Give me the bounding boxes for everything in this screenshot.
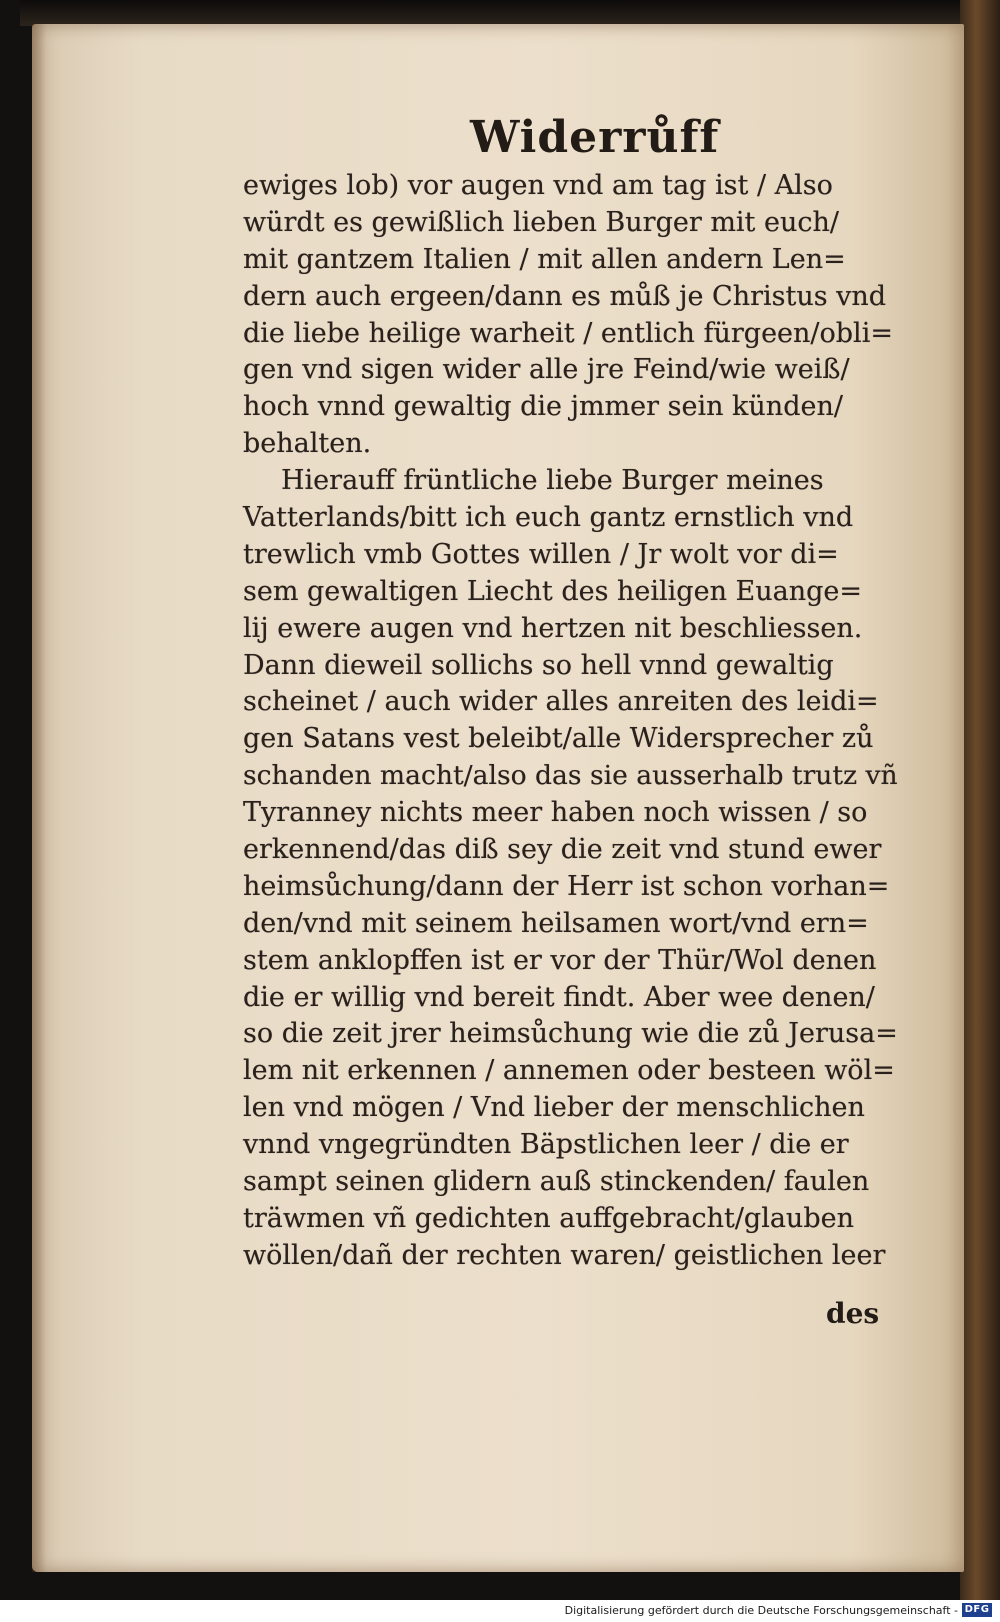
text-line: den/vnd mit seinem heilsamen wort/vnd ern= xyxy=(243,907,869,939)
body-text xyxy=(243,168,898,1275)
book-top-edge xyxy=(20,0,970,26)
text-line: stem anklopffen ist er vor der Thür/Wol denen xyxy=(243,944,877,976)
text-line: würdt es gewißlich lieben Burger mit euch/ xyxy=(243,206,839,238)
text-line: ewiges lob) vor augen vnd am tag ist / Also xyxy=(243,170,833,201)
text-line: scheinet / auch wider alles anreiten des leidi= xyxy=(243,686,879,718)
book-spine-edge xyxy=(960,0,1000,1600)
text-line: Dann dieweil sollichs so hell vnnd gewaltig xyxy=(243,649,834,681)
text-line: wöllen/dañ der rechten waren/ geistlichen leer xyxy=(243,1239,886,1271)
text-line: Tyranney nichts meer haben noch wissen / so xyxy=(243,797,868,829)
funding-credit: Digitalisierung gefördert durch die Deutsche Forschungsgemeinschaft - xyxy=(564,1604,958,1617)
text-line: Hierauff früntliche liebe Burger meines xyxy=(281,465,824,497)
text-line: sampt seinen glidern auß stinckenden/ faulen xyxy=(243,1166,870,1198)
text-line: trewlich vmb Gottes willen / Jr wolt vor di= xyxy=(243,538,839,570)
text-line: hoch vnnd gewaltig die jmmer sein künden/ xyxy=(243,391,843,423)
text-line: len vnd mögen / Vnd lieber der menschlichen xyxy=(243,1092,865,1124)
text-line: lij ewere augen vnd hertzen nit beschliessen. xyxy=(243,612,863,644)
text-line: lem nit erkennen / annemen oder besteen wöl= xyxy=(243,1055,895,1087)
running-head: Widerrůff xyxy=(470,112,720,163)
text-line: mit gantzem Italien / mit allen andern Len= xyxy=(243,243,846,275)
text-line: erkennend/das diß sey die zeit vnd stund ewer xyxy=(243,834,882,866)
text-line: gen vnd sigen wider alle jre Feind/wie weiß/ xyxy=(243,354,850,386)
text-line: die liebe heilige warheit / entlich fürgeen/obli= xyxy=(243,317,893,349)
text-line: vnnd vngegründten Bäpstlichen leer / die er xyxy=(243,1129,849,1161)
catchword: des xyxy=(826,1297,880,1330)
text-line: träwmen vñ gedichten auffgebracht/glauben xyxy=(243,1202,854,1234)
text-line: so die zeit jrer heimsůchung wie die zů Jerusa= xyxy=(243,1018,898,1050)
dfg-logo: DFG xyxy=(962,1603,992,1617)
text-line: dern auch ergeen/dann es můß je Christus vnd xyxy=(243,280,887,312)
text-line: gen Satans vest beleibt/alle Widersprecher zů xyxy=(243,723,874,755)
page-gutter-shadow xyxy=(32,24,46,1572)
text-line: schanden macht/also das sie ausserhalb trutz vñ xyxy=(243,760,898,792)
text-line: heimsůchung/dann der Herr ist schon vorhan= xyxy=(243,870,890,902)
text-line: behalten. xyxy=(243,428,372,460)
text-line: sem gewaltigen Liecht des heiligen Euange= xyxy=(243,575,863,607)
text-line: Vatterlands/bitt ich euch gantz ernstlich vnd xyxy=(243,502,854,534)
text-line: die er willig vnd bereit findt. Aber wee denen/ xyxy=(243,981,875,1013)
